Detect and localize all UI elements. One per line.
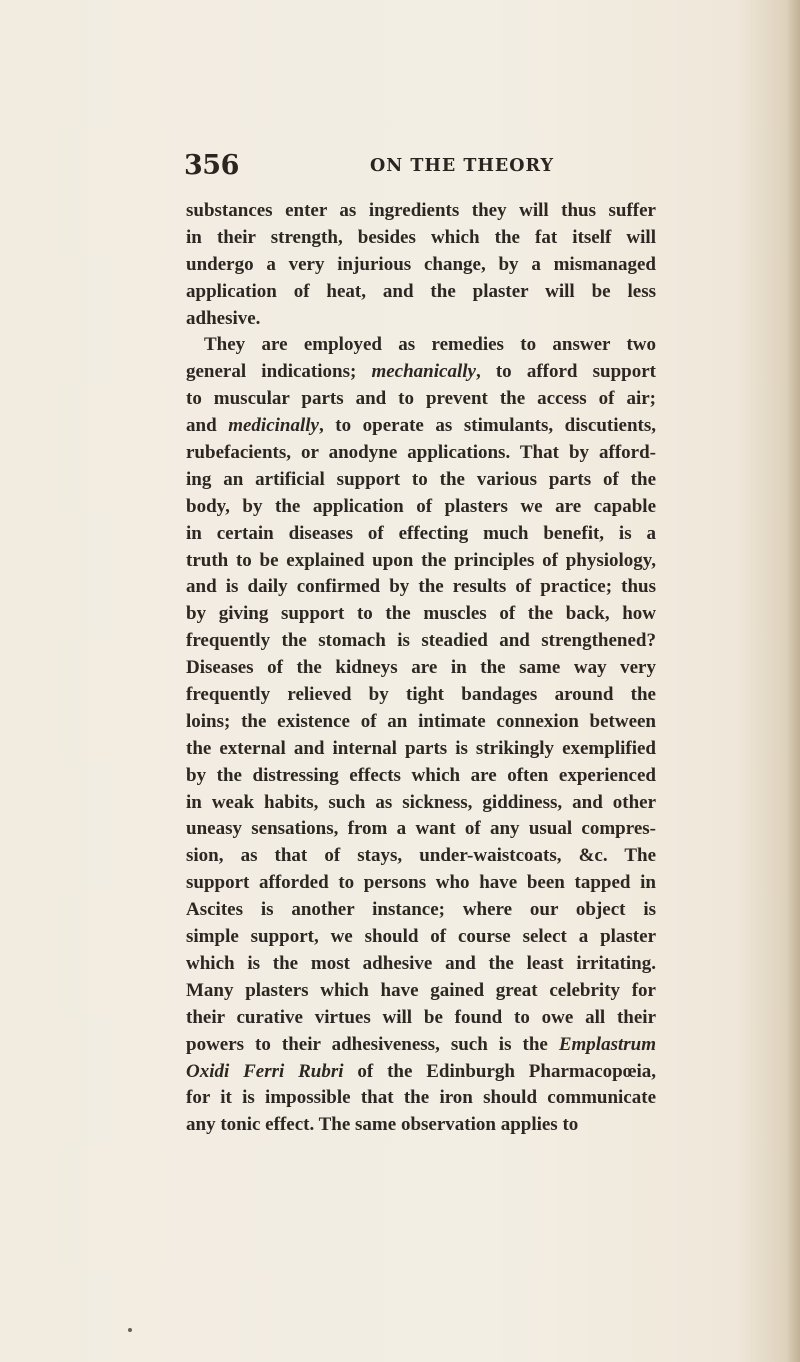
italic-term: Oxidi Ferri Rubri bbox=[186, 1060, 344, 1082]
text-line: application of heat, and the plaster will be less bbox=[186, 280, 656, 302]
text-line: in weak habits, such as sickness, giddiness, and other bbox=[186, 791, 656, 813]
page-number: 356 bbox=[184, 150, 239, 181]
text-line: frequently the stomach is steadied and strengthened? bbox=[186, 630, 656, 652]
text-line: truth to be explained upon the principles of physiology, bbox=[186, 549, 656, 571]
text-segment: powers to their adhesiveness, such is the bbox=[186, 1033, 559, 1055]
text-line: Diseases of the kidneys are in the same way very bbox=[186, 657, 656, 679]
ink-speck bbox=[128, 1328, 132, 1332]
text-line: for it is impossible that the iron should communicate bbox=[186, 1087, 656, 1109]
text-line: Ascites is another instance; where our object is bbox=[186, 899, 656, 921]
text-line: uneasy sensations, from a want of any usual compres- bbox=[186, 818, 656, 840]
body-text bbox=[186, 198, 656, 1139]
text-line: and is daily confirmed by the results of practice; thus bbox=[186, 576, 656, 598]
italic-term: mechanically bbox=[371, 361, 476, 383]
page-edge-shadow bbox=[786, 0, 800, 1362]
text-segment: , to afford support bbox=[475, 361, 656, 383]
text-line: in their strength, besides which the fat itself will bbox=[186, 226, 656, 248]
text-line: frequently relieved by tight bandages around the bbox=[186, 684, 656, 706]
text-segment: and bbox=[186, 415, 229, 437]
text-line bbox=[186, 359, 656, 386]
italic-term: Emplastrum bbox=[558, 1033, 656, 1055]
text-line: undergo a very injurious change, by a mismanaged bbox=[186, 253, 656, 275]
text-line: ing an artificial support to the various parts of the bbox=[186, 468, 656, 490]
page-header bbox=[184, 150, 704, 186]
text-line: loins; the existence of an intimate connexion between bbox=[186, 710, 656, 732]
text-line: in certain diseases of effecting much benefit, is a bbox=[186, 522, 656, 544]
text-segment: general indications; bbox=[186, 361, 372, 383]
text-line: Many plasters which have gained great celebrity for bbox=[186, 979, 656, 1001]
text-line: rubefacients, or anodyne applications. That by afford- bbox=[186, 442, 656, 464]
text-line: to muscular parts and to prevent the access of air; bbox=[186, 388, 656, 410]
running-head: ON THE THEORY bbox=[370, 156, 554, 176]
text-line: support afforded to persons who have been tapped in bbox=[186, 872, 656, 894]
text-line: the external and internal parts is strikingly exemplified bbox=[186, 737, 656, 759]
text-line: adhesive. bbox=[186, 307, 261, 329]
text-line: which is the most adhesive and the least irritating. bbox=[186, 952, 656, 974]
text-line: by giving support to the muscles of the back, how bbox=[186, 603, 656, 625]
text-line: their curative virtues will be found to owe all their bbox=[186, 1006, 656, 1028]
text-line: substances enter as ingredients they will thus suffer bbox=[186, 200, 656, 221]
text-line: simple support, we should of course select a plaster bbox=[186, 926, 656, 948]
italic-term: medicinally bbox=[228, 415, 319, 437]
text-line: They are employed as remedies to answer two bbox=[204, 334, 656, 356]
text-segment: , to operate as stimulants, discutients, bbox=[318, 415, 656, 437]
text-line bbox=[186, 1059, 656, 1086]
text-line bbox=[186, 413, 656, 440]
text-line: by the distressing effects which are often experienced bbox=[186, 764, 656, 786]
text-line: any tonic effect. The same observation applies to bbox=[186, 1114, 579, 1136]
text-line: body, by the application of plasters we are capable bbox=[186, 495, 656, 517]
text-segment: of the Edinburgh Pharmacopœia, bbox=[343, 1060, 656, 1082]
text-line: sion, as that of stays, under-waistcoats, &c. The bbox=[186, 845, 656, 867]
text-line bbox=[186, 1032, 656, 1059]
